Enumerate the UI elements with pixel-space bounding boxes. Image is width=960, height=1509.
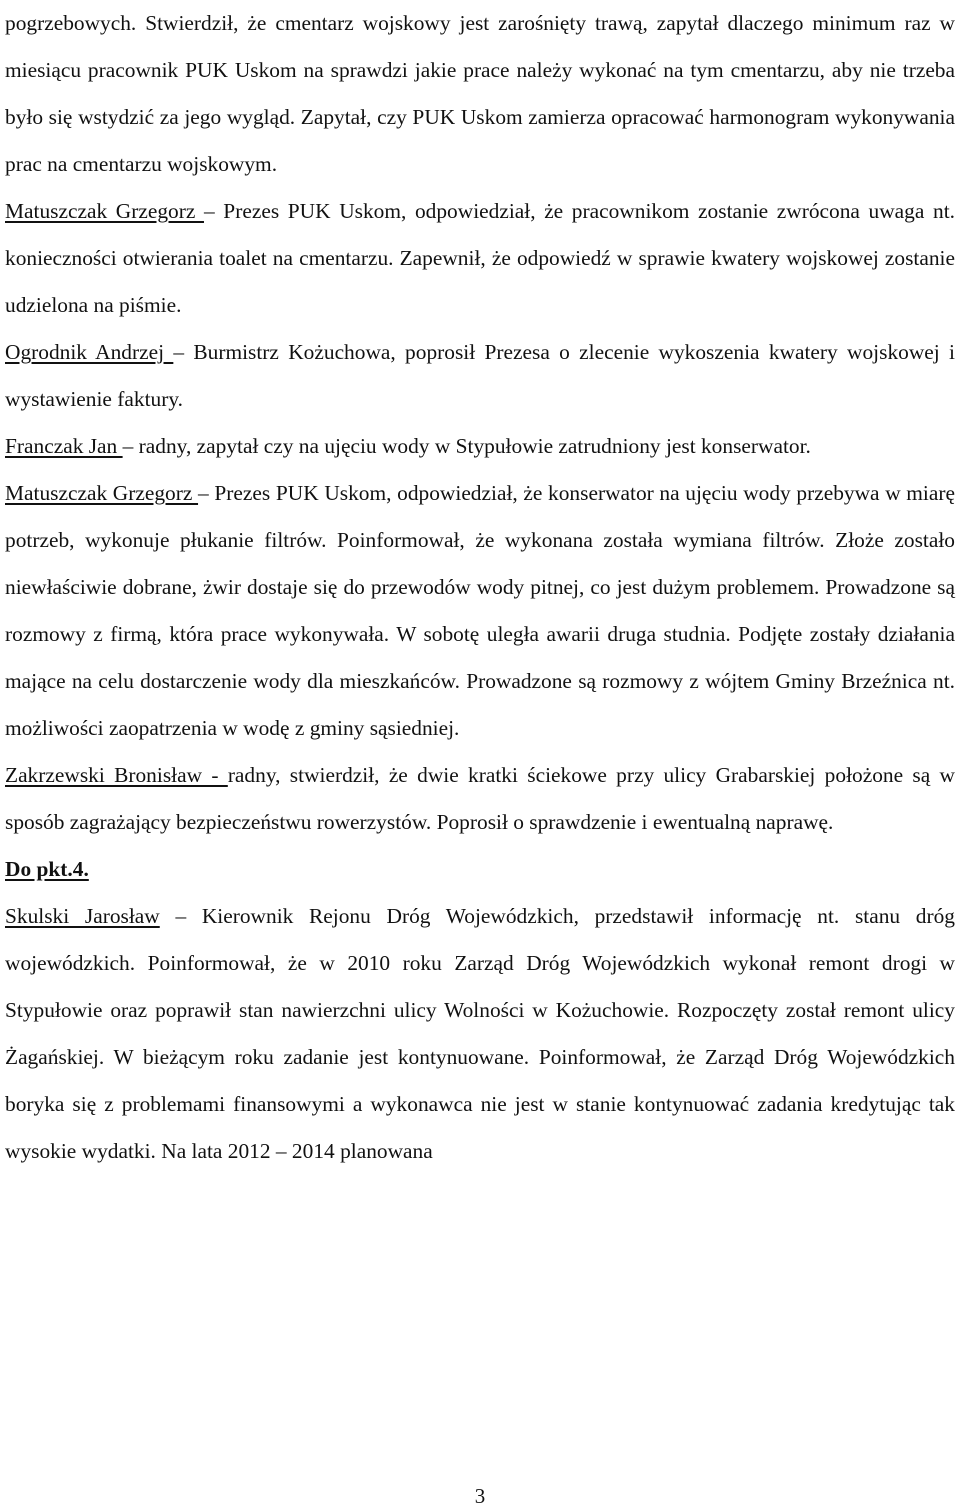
document-page: [5, 0, 955, 1175]
paragraph-cemetery-question: [5, 0, 955, 188]
paragraph-franczak: [5, 423, 955, 470]
paragraph-skulski: [5, 893, 955, 1175]
paragraph-text: radny, stwierdził, że dwie kratki ściekowe przy ulicy Grabarskiej położone są w sposób zagrażający bezpieczeństwu rowerzystów. Poprosił o sprawdzenie i ewentualną naprawę.: [5, 763, 955, 834]
speaker-name: Zakrzewski Bronisław -: [5, 763, 228, 787]
paragraph-text: pogrzebowych. Stwierdził, że cmentarz wojskowy jest zarośnięty trawą, zapytał dlaczego minimum raz w miesiącu pracownik PUK Uskom na sprawdzi jakie prace należy wykonać na tym cmentarzu, aby nie trzeba było się wstydzić za jego wygląd. Zapytał, czy PUK Uskom zamierza opracować harmonogram wykonywania prac na cmentarzu wojskowym.: [5, 11, 955, 176]
paragraph-text: – Prezes PUK Uskom, odpowiedział, że pracownikom zostanie zwrócona uwaga nt. konieczności otwierania toalet na cmentarzu. Zapewnił, że odpowiedź w sprawie kwatery wojskowej zostanie udzielona na piśmie.: [5, 199, 955, 317]
speaker-name: Matuszczak Grzegorz: [5, 481, 199, 505]
paragraph-text: – radny, zapytał czy na ujęciu wody w Stypułowie zatrudniony jest konserwator.: [122, 434, 811, 458]
paragraph-text: – Kierownik Rejonu Dróg Wojewódzkich, przedstawił informację nt. stanu dróg wojewódzkich. Poinformował, że w 2010 roku Zarząd Dróg Wojewódzkich wykonał remont drogi w Stypułowie oraz poprawił stan nawierzchni ulicy Wolności w Kożuchowie. Rozpoczęty został remont ulicy Żagańskiej. W bieżącym roku zadanie jest kontynuowane. Poinformował, że Zarząd Dróg Wojewódzkich boryka się z problemami finansowymi a wykonawca nie jest w stanie kontynuować zadania kredytując tak wysokie wydatki. Na lata 2012 – 2014 planowana: [5, 904, 955, 1163]
paragraph-matuszczak-reply-1: [5, 188, 955, 329]
speaker-name: Franczak Jan: [5, 434, 123, 458]
speaker-name: Skulski Jarosław: [5, 904, 160, 928]
speaker-name: Matuszczak Grzegorz: [5, 199, 204, 223]
paragraph-zakrzewski: [5, 752, 955, 846]
page-number: 3: [474, 1484, 486, 1508]
paragraph-ogrodnik: [5, 329, 955, 423]
section-heading: Do pkt.4.: [5, 857, 89, 881]
paragraph-text: – Burmistrz Kożuchowa, poprosił Prezesa o zlecenie wykoszenia kwatery wojskowej i wystawienie faktury.: [5, 340, 955, 411]
paragraph-text: – Prezes PUK Uskom, odpowiedział, że konserwator na ujęciu wody przebywa w miarę potrzeb, wykonuje płukanie filtrów. Poinformował, że wykonana została wymiana filtrów. Złoże zostało niewłaściwie dobrane, żwir dostaje się do przewodów wody pitnej, co jest dużym problemem. Prowadzone są rozmowy z firmą, która prace wykonywała. W sobotę uległa awarii druga studnia. Podjęte zostały działania mające na celu dostarczenie wody dla mieszkańców. Prowadzone są rozmowy z wójtem Gminy Brzeźnica nt. możliwości zaopatrzenia w wodę z gminy sąsiedniej.: [5, 481, 955, 740]
speaker-name: Ogrodnik Andrzej: [5, 340, 174, 364]
paragraph-matuszczak-reply-2: [5, 470, 955, 752]
